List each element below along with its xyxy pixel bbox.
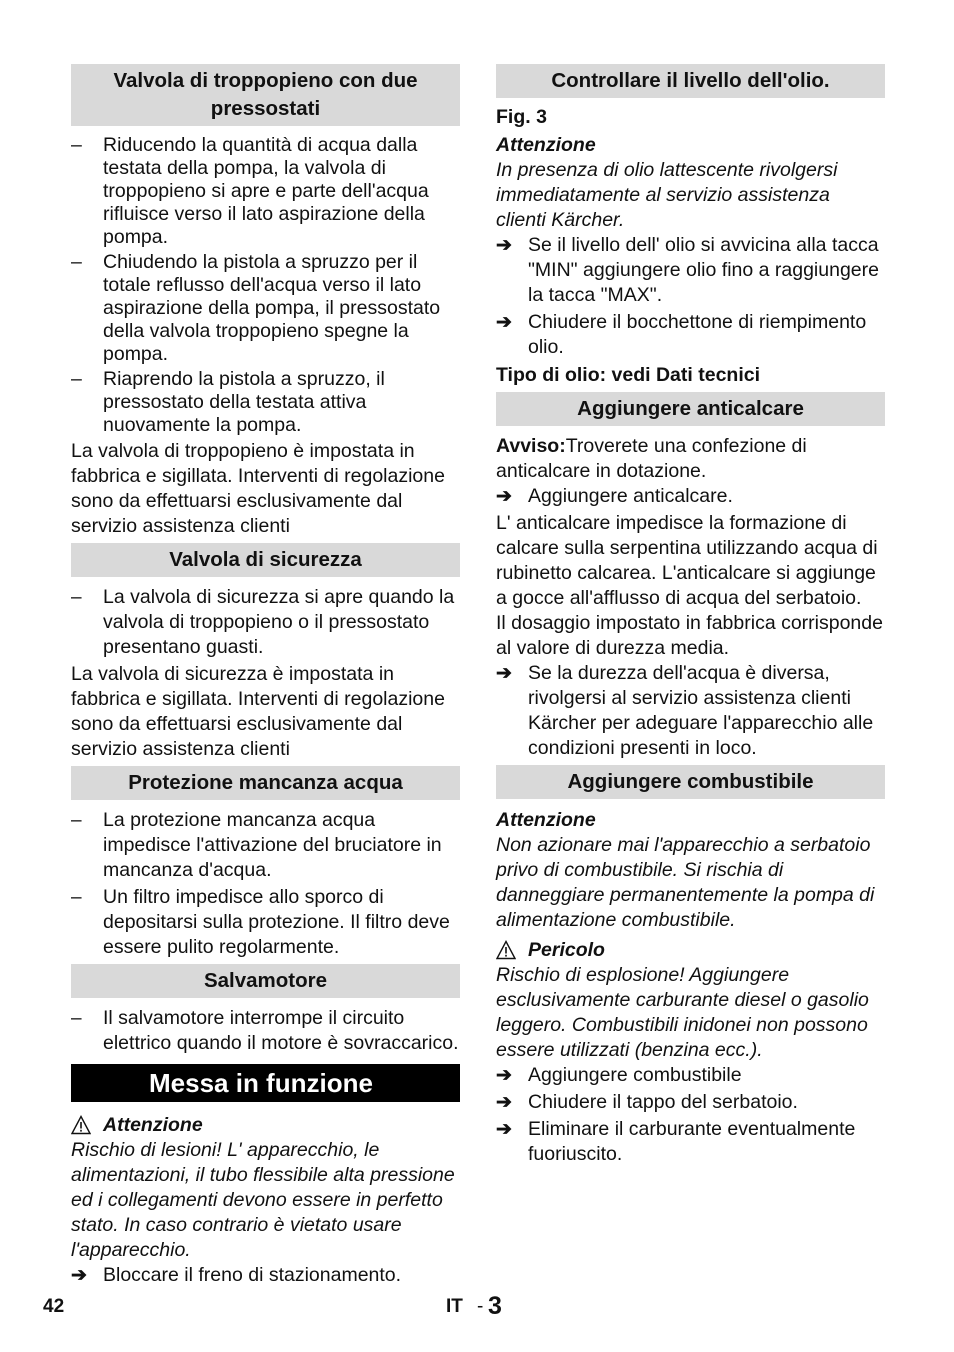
arrow-right-icon: ➔ [496, 235, 512, 256]
dash-bullet: – [71, 587, 82, 608]
warning-text: Rischio di lesioni! L' apparecchio, le alimentazioni, il tubo flessibile alta pressione ed i collegamenti devono essere in perfetto stato. In caso contrario è vietato usare l'apparecchio. [71, 1139, 455, 1261]
list-item: – Chiudendo la pistola a spruzzo per il totale reflusso dell'acqua verso il lato aspirazione della pompa, il pressostato della valvola troppopieno spegne la pompa. [71, 251, 441, 365]
step-item: ➔ Eliminare il carburante eventualmente fuoriuscito. [496, 1118, 856, 1165]
danger-label: Pericolo [496, 937, 885, 963]
warning-label: Attenzione [496, 809, 596, 831]
step-item: ➔ Chiudere il tappo del serbatoio. [496, 1091, 798, 1113]
page-number: 42 [43, 1296, 65, 1317]
section-heading-mancanza-acqua: Protezione mancanza acqua [71, 766, 460, 800]
warning-triangle-icon [71, 1115, 91, 1135]
warning-label: Attenzione [496, 134, 596, 156]
oil-type-note: Tipo di olio: vedi Dati tecnici [496, 364, 761, 386]
warning-text: In presenza di olio lattescente rivolgersi immediatamente al servizio assistenza clienti Kärcher. [496, 159, 838, 231]
step-item: ➔ Se il livello dell' olio si avvicina alla tacca "MIN" aggiungere olio fino a raggiungere la tacca "MAX". [496, 234, 879, 306]
local-page-number: 3 [488, 1292, 502, 1320]
dash-bullet: – [71, 368, 82, 390]
dash-bullet: – [71, 134, 82, 156]
arrow-right-icon: ➔ [71, 1265, 87, 1286]
dash-bullet: – [71, 810, 82, 831]
list-item: – Riaprendo la pistola a spruzzo, il pressostato della testata attiva nuovamente la pompa. [71, 368, 385, 436]
figure-reference: Fig. 3 [496, 106, 547, 128]
step-item: ➔ Aggiungere anticalcare. [496, 485, 733, 507]
section-heading-combustibile: Aggiungere combustibile [496, 765, 885, 799]
notice-paragraph: Avviso:Troverete una confezione di anticalcare in dotazione. [496, 435, 807, 482]
list-item: – Il salvamotore interrompe il circuito elettrico quando il motore è sovraccarico. [71, 1007, 459, 1054]
list-item: – Riducendo la quantità di acqua dalla testata della pompa, la valvola di troppopieno si apre e parte dell'acqua rifluisce verso il lato aspirazione della pompa. [71, 134, 429, 248]
warning-text: Non azionare mai l'apparecchio a serbatoio privo di combustibile. Si rischia di danneggiare permanentemente la pompa di alimentazione combustibile. [496, 834, 875, 931]
paragraph: L' anticalcare impedisce la formazione di calcare sulla serpentina utilizzando acqua di rubinetto calcarea. L'anticalcare si aggiunge a gocce all'afflusso di acqua del serbatoio. [496, 512, 878, 609]
arrow-right-icon: ➔ [496, 312, 512, 333]
section-heading-sicurezza: Valvola di sicurezza [71, 543, 460, 577]
left-column [71, 64, 460, 1290]
section-heading-anticalcare: Aggiungere anticalcare [496, 392, 885, 426]
paragraph: Il dosaggio impostato in fabbrica corrisponde al valore di durezza media. [496, 612, 883, 659]
section-heading-livello-olio: Controllare il livello dell'olio. [496, 64, 885, 98]
step-item: ➔ Chiudere il bocchettone di riempimento olio. [496, 311, 867, 358]
step-item: ➔ Bloccare il freno di stazionamento. [71, 1264, 402, 1286]
warning-label: Attenzione [71, 1112, 460, 1138]
list-item: – Un filtro impedisce allo sporco di depositarsi sulla protezione. Il filtro deve essere pulito regolarmente. [71, 886, 450, 958]
list-item: – La protezione mancanza acqua impedisce l'attivazione del bruciatore in mancanza d'acqua. [71, 809, 442, 881]
chapter-heading: Messa in funzione [71, 1064, 460, 1102]
paragraph: La valvola di sicurezza è impostata in fabbrica e sigillata. Interventi di regolazione sono da effettuarsi esclusivamente dal servizio assistenza clienti [71, 663, 445, 760]
arrow-right-icon: ➔ [496, 1092, 512, 1113]
section-heading-salvamotore: Salvamotore [71, 964, 460, 998]
dash-bullet: – [71, 887, 82, 908]
section-heading-troppopieno: Valvola di troppopieno con due pressostati [71, 64, 460, 126]
arrow-right-icon: ➔ [496, 663, 512, 684]
footer-separator: - [477, 1296, 484, 1317]
language-code: IT [446, 1296, 463, 1317]
danger-text: Rischio di esplosione! Aggiungere esclusivamente carburante diesel o gasolio leggero. Combustibili inidonei non possono essere utilizzati (benzina ecc.). [496, 964, 869, 1061]
step-item: ➔ Aggiungere combustibile [496, 1064, 742, 1086]
paragraph: La valvola di troppopieno è impostata in fabbrica e sigillata. Interventi di regolazione sono da effettuarsi esclusivamente dal servizio assistenza clienti [71, 440, 445, 537]
right-column [496, 64, 885, 1169]
warning-triangle-icon [496, 940, 516, 960]
dash-bullet: – [71, 251, 82, 273]
step-item: ➔ Se la durezza dell'acqua è diversa, rivolgersi al servizio assistenza clienti Kärcher per adeguare l'apparecchio alle condizioni presenti in loco. [496, 662, 874, 759]
list-item: – La valvola di sicurezza si apre quando la valvola di troppopieno o il pressostato presentano guasti. [71, 586, 455, 658]
arrow-right-icon: ➔ [496, 486, 512, 507]
arrow-right-icon: ➔ [496, 1065, 512, 1086]
arrow-right-icon: ➔ [496, 1119, 512, 1140]
dash-bullet: – [71, 1008, 82, 1029]
